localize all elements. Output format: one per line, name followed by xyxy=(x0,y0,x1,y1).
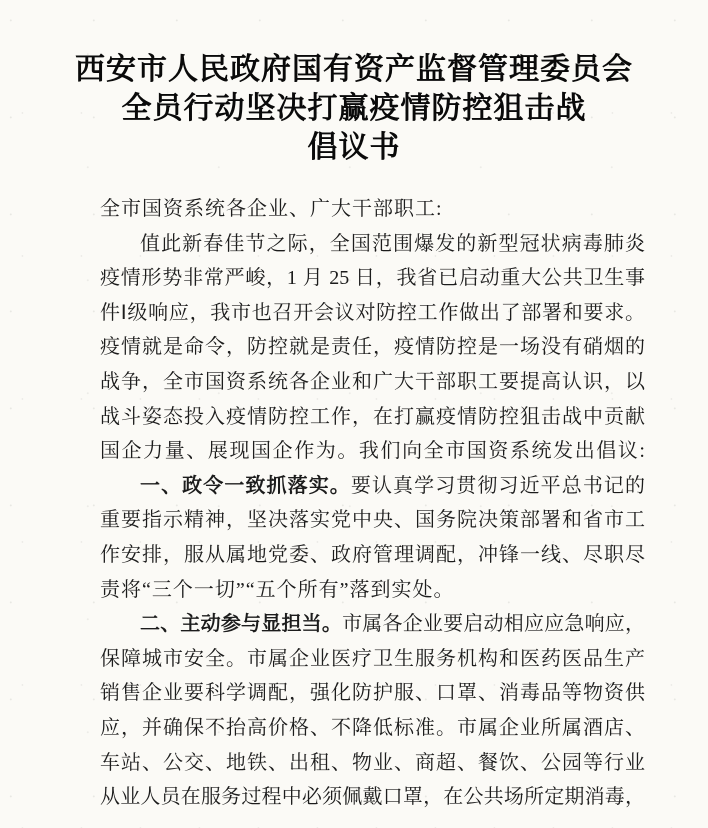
body-line xyxy=(100,192,645,227)
body-line xyxy=(100,227,645,262)
body-line xyxy=(100,365,645,400)
body-line xyxy=(100,400,645,435)
body-line xyxy=(100,261,645,296)
document-body xyxy=(100,192,645,815)
body-text: 重要指示精神，坚决落实党中央、国务院决策部署和省市工 xyxy=(100,509,645,532)
document-title xyxy=(0,50,708,167)
body-text: 从业人员在服务过程中必须佩戴口罩，在公共场所定期消毒， xyxy=(100,786,645,809)
body-text: 市属各企业要启动相应应急响应， xyxy=(342,613,646,636)
body-text: 值此新春佳节之际，全国范围爆发的新型冠状病毒肺炎 xyxy=(140,232,645,255)
body-line xyxy=(100,469,645,504)
body-text: 国企力量、展现国企作为。我们向全市国资系统发出倡议: xyxy=(100,440,645,463)
body-text: 应，并确保不抬高价格、不降低标准。市属企业所属酒店、 xyxy=(100,716,645,739)
body-text: 作安排，服从属地党委、政府管理调配，冲锋一线、尽职尽 xyxy=(100,543,645,566)
body-line xyxy=(100,642,645,677)
body-text: 战争，全市国资系统各企业和广大干部职工要提高认识，以 xyxy=(100,370,645,393)
title-line-2: 全员行动坚决打赢疫情防控狙击战 xyxy=(121,92,587,125)
body-line xyxy=(100,538,645,573)
body-text: 全市国资系统各企业、广大干部职工: xyxy=(100,198,443,220)
body-line xyxy=(100,434,645,469)
title-line-3: 倡议书 xyxy=(307,131,401,164)
body-text: 疫情形势非常严峻，1 月 25 日，我省已启动重大公共卫生事 xyxy=(100,267,645,290)
body-text: 责将“三个一切”“五个所有”落到实处。 xyxy=(100,578,455,601)
body-line xyxy=(100,711,645,746)
body-line xyxy=(100,676,645,711)
body-line xyxy=(100,746,645,781)
title-line-1: 西安市人民政府国有资产监督管理委员会 xyxy=(75,53,633,86)
body-line xyxy=(100,573,645,608)
body-text: 销售企业要科学调配，强化防护服、口罩、消毒品等物资供 xyxy=(100,682,645,705)
body-line xyxy=(100,780,645,815)
body-text: 件Ⅰ级响应，我市也召开会议对防控工作做出了部署和要求。 xyxy=(100,301,645,324)
body-text: 战斗姿态投入疫情防控工作，在打赢疫情防控狙击战中贡献 xyxy=(100,405,645,428)
body-text: 保障城市安全。市属企业医疗卫生服务机构和医药医品生产 xyxy=(100,647,645,670)
body-line xyxy=(100,607,645,642)
body-text: 疫情就是命令，防控就是责任，疫情防控是一场没有硝烟的 xyxy=(100,336,645,359)
section-heading: 一、政令一致抓落实。 xyxy=(140,474,351,497)
body-line xyxy=(100,296,645,331)
body-line xyxy=(100,330,645,365)
body-text: 车站、公交、地铁、出租、物业、商超、餐饮、公园等行业 xyxy=(100,751,645,774)
body-text: 要认真学习贯彻习近平总书记的 xyxy=(350,474,646,497)
body-line xyxy=(100,503,645,538)
section-heading: 二、主动参与显担当。 xyxy=(140,613,343,636)
